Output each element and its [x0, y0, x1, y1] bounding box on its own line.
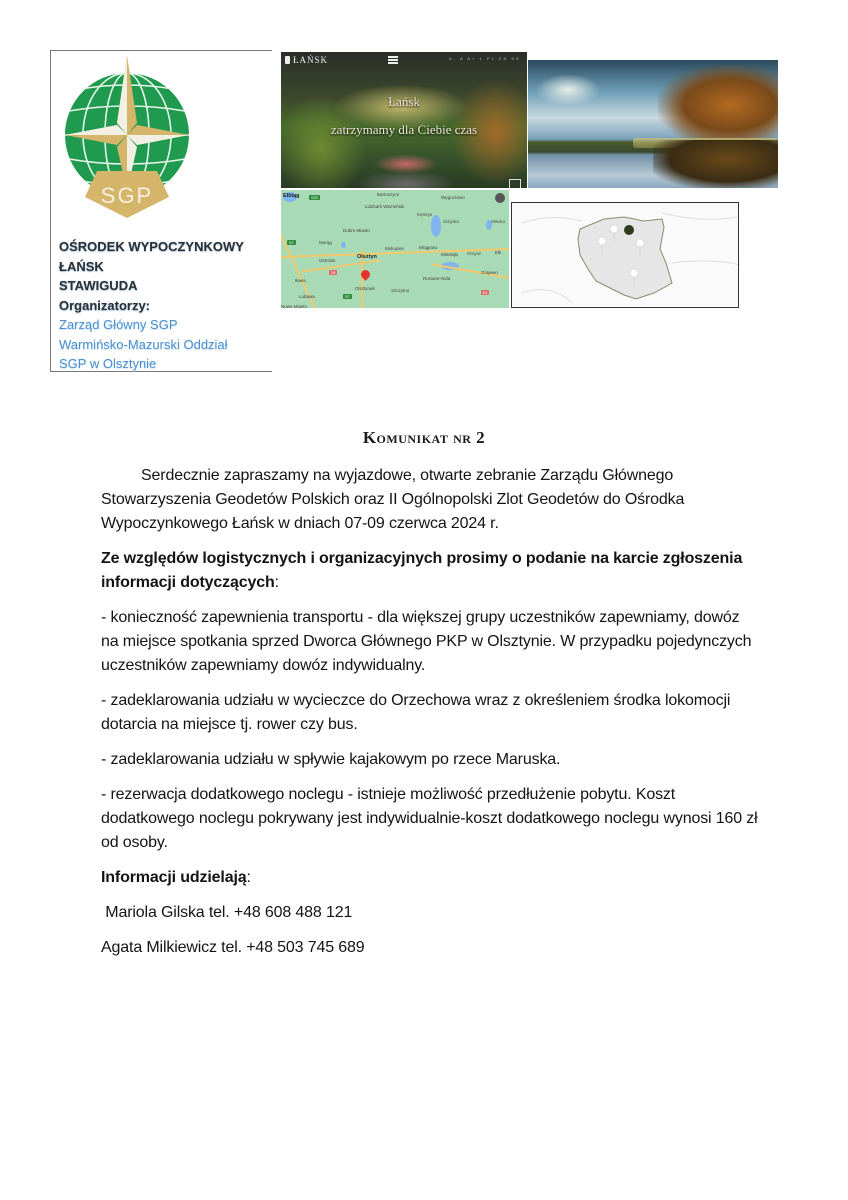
- hamburger-menu-icon: [388, 56, 398, 64]
- lake-photo: [528, 60, 778, 188]
- resort-marker-icon: [624, 225, 634, 235]
- list-item: - rezerwacja dodatkowego noclegu - istnieje możliwość przedłużenie pobytu. Koszt dodatkowego noclegu pokrywany jest indywidualnie-koszt dodatkowego noclegu wynosi 160 zł od osoby.: [101, 786, 758, 851]
- logo-icon: [285, 56, 290, 64]
- venue-location: ŁAŃSK: [59, 258, 104, 274]
- page-title: Komunikat nr 2: [362, 428, 486, 447]
- scroll-down-icon: [509, 179, 521, 188]
- request-paragraph: Ze względów logistycznych i organizacyjnych prosimy o podanie na karcie zgłoszenia informacji dotyczących:: [101, 550, 743, 591]
- contact-heading: Informacji udzielają:: [101, 869, 251, 886]
- contact-2: Agata Milkiewicz tel. +48 503 745 689: [101, 939, 365, 956]
- sgp-logo: [59, 53, 209, 221]
- venue-municipality: STAWIGUDA: [59, 278, 138, 293]
- announcement-body: [101, 464, 761, 971]
- venue-name: OŚRODEK WYPOCZYNKOWY: [59, 239, 244, 254]
- list-item: - zadeklarowania udziału w spływie kajakowym po rzece Maruska.: [101, 751, 561, 768]
- organizer-1: Zarząd Główny SGP: [59, 317, 178, 332]
- poland-map-image: [511, 202, 739, 308]
- svg-text:SGP: SGP: [100, 183, 154, 208]
- organizer-info-box: [50, 50, 272, 372]
- contact-1: Mariola Gilska tel. +48 608 488 121: [101, 904, 353, 921]
- list-item: - konieczność zapewnienia transportu - dla większej grupy uczestników zapewniamy, dowóz na miejsce spotkania sprzed Dworca Głównego PKP w Olsztynie. W przypadku pojedynczych uczestników zapewniamy dowóz indywidualny.: [101, 609, 752, 674]
- lansk-website-image: [281, 52, 527, 188]
- site-hero-subtitle: zatrzymamy dla Ciebie czas: [330, 122, 478, 137]
- regional-map-image: S22 S7 S7 16 61 Elbląg Olsztyn Bartoszyce Węgorzewo Lidzbark Warmiński Kętrzyn Giżycko Olecko Dobre Miasto Morąg Biskupiec Mrągowo Mikołajki Orzysz Ełk Ostróda Ruciane-Nida Grajewo Iława Olsztynek Szczytno Lubawa Nowe Miasto: [281, 190, 509, 308]
- site-toolbar-icons: A- A A+ ◐ PL EN DE: [449, 56, 521, 61]
- organizers-label: Organizatorzy:: [59, 297, 151, 313]
- compass-icon: [495, 193, 505, 203]
- organizer-3: SGP w Olsztynie: [59, 356, 157, 371]
- intro-paragraph: Serdecznie zapraszamy na wyjazdowe, otwarte zebranie Zarządu Głównego Stowarzyszenia Geodetów Polskich oraz II Ogólnopolski Zlot Geodetów do Ośrodka Wypoczynkowego Łańsk w dniach 07-09 czerwca 2024 r.: [101, 467, 685, 532]
- lansk-site-logo: ŁAŃSK: [285, 55, 328, 65]
- list-item: - zadeklarowania udziału w wycieczce do Orzechowa wraz z określeniem środka lokomocji dotarcia na miejsce tj. rower czy bus.: [101, 692, 731, 733]
- site-hero-title: Łańsk: [388, 94, 420, 109]
- organizer-2: Warmińsko-Mazurski Oddział: [59, 336, 228, 352]
